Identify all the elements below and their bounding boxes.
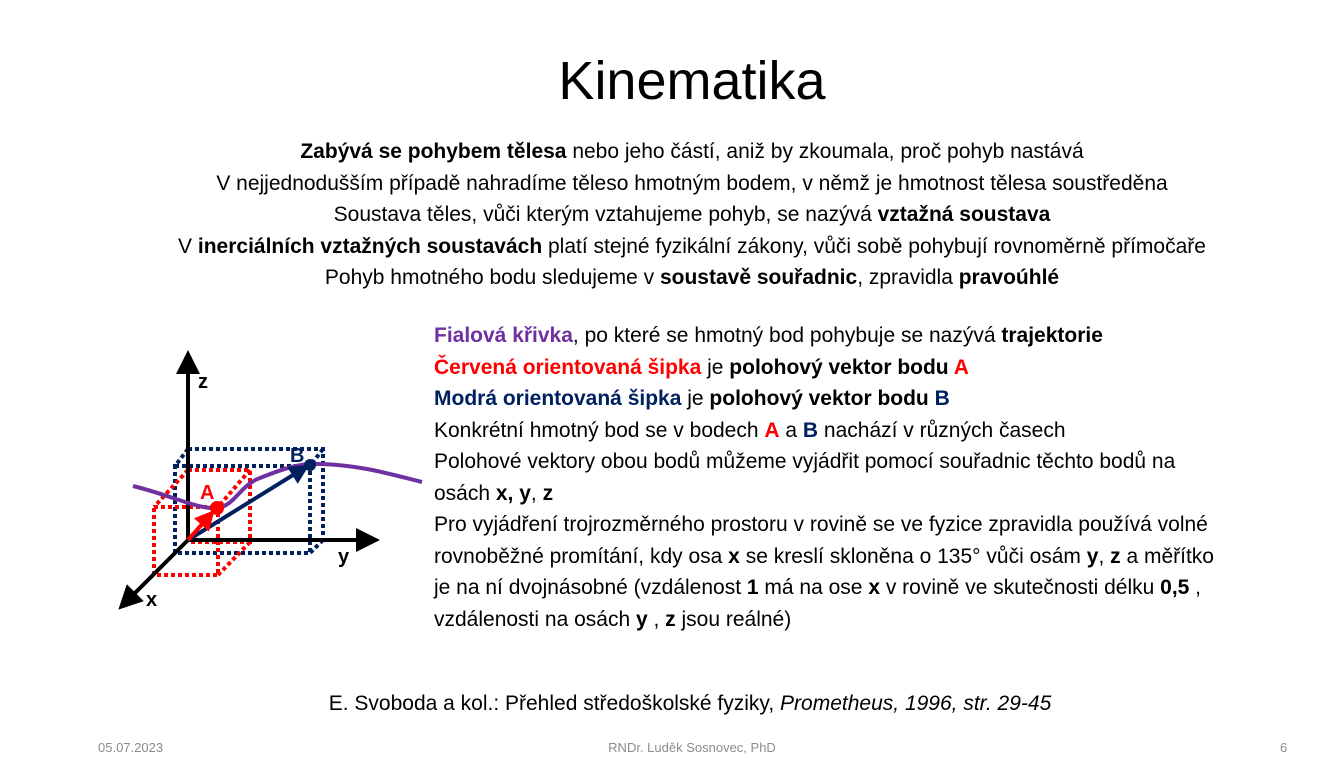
intro-line: V inerciálních vztažných soustavách platí stejné fyzikální zákony, vůči sobě pohybují rovnoměrně přímočaře — [178, 234, 1206, 258]
line: Modrá orientovaná šipka je polohový vektor bodu B — [434, 387, 950, 410]
coordinate-diagram — [0, 0, 440, 640]
intro-line: Pohyb hmotného bodu sledujeme v soustavě souřadnic, zpravidla pravoúhlé — [324, 266, 1060, 289]
b-label: B — [290, 445, 305, 467]
page-number: 6 — [1280, 740, 1288, 755]
y-label: y — [338, 546, 350, 568]
intro-line: Zabývá se pohybem tělesa nebo jeho částí, aniž by zkoumala, proč pohyb nastává — [300, 140, 1084, 163]
line: Červená orientovaná šipka je polohový vektor bodu A — [434, 355, 969, 379]
reference: E. Svoboda a kol.: Přehled středoškolské fyziky, Prometheus, 1996, str. 29-45 — [328, 692, 1052, 715]
line: Konkrétní hmotný bod se v bodech A a B nachází v různých časech — [434, 418, 1066, 442]
explanation-text — [434, 320, 1314, 635]
slide-title: Kinematika — [558, 51, 826, 111]
footer-author: RNDr. Luděk Sosnovec, PhD — [608, 740, 776, 755]
z-label: z — [198, 371, 208, 393]
line: Pro vyjádření trojrozměrného prostoru v rovině se ve fyzice zpravidla používá volné rovnoběžné promítání, kdy osa x se kreslí skloněna o 135° vůči osám y, z a měřítko je na ní dvojnásobné (vzdálenost 1 má na ose x v rovině ve skutečnosti délku 0,5 , vzdálenosti na osách y , z jsou reálné) — [434, 513, 1214, 631]
intro-line: Soustava těles, vůči kterým vztahujeme pohyb, se nazývá vztažná soustava — [333, 203, 1051, 226]
x-label: x — [146, 589, 158, 611]
intro-line: V nejjednodušším případě nahradíme těleso hmotným bodem, v němž je hmotnost tělesa soustředěna — [216, 171, 1168, 195]
point-b — [304, 459, 316, 471]
a-label: A — [200, 482, 215, 504]
footer-date: 05.07.2023 — [98, 740, 164, 755]
line: Fialová křivka, po které se hmotný bod pohybuje se nazývá trajektorie — [434, 324, 1103, 347]
line: Polohové vektory obou bodů můžeme vyjádřit pomocí souřadnic těchto bodů na osách x, y, z — [434, 450, 1176, 505]
